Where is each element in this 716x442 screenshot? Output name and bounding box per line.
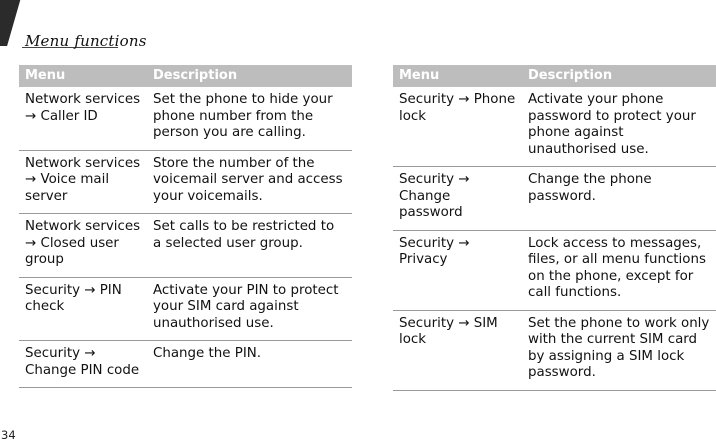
menu-table-right: [393, 65, 716, 391]
menu-table-left: [19, 65, 352, 388]
menu-cell: Network services → Voice mail server: [19, 150, 147, 214]
column-header-description: Description: [522, 65, 716, 87]
menu-cell: Security → PIN check: [19, 277, 147, 341]
table-row: [393, 87, 716, 167]
description-cell: Change the phone password.: [522, 167, 716, 231]
description-cell: Activate your PIN to protect your SIM card against unauthorised use.: [147, 277, 352, 341]
menu-cell: Security → Phone lock: [393, 87, 522, 167]
description-cell: Lock access to messages, files, or all menu functions on the phone, except for call functions.: [522, 230, 716, 310]
description-cell: Set the phone to hide your phone number from the person you are calling.: [147, 87, 352, 150]
menu-cell: Security → Change password: [393, 167, 522, 231]
table-header-row: [19, 65, 352, 87]
table-row: [19, 214, 352, 278]
column-header-menu: Menu: [19, 65, 147, 87]
menu-cell: Network services → Closed user group: [19, 214, 147, 278]
corner-tab-mark: [0, 0, 22, 46]
table-row: [393, 230, 716, 310]
menu-cell: Network services → Caller ID: [19, 87, 147, 150]
table-row: [393, 310, 716, 390]
description-cell: Activate your phone password to protect your phone against unauthorised use.: [522, 87, 716, 167]
menu-cell: Security → Change PIN code: [19, 341, 147, 388]
description-cell: Store the number of the voicemail server and access your voicemails.: [147, 150, 352, 214]
table-row: [393, 167, 716, 231]
column-header-menu: Menu: [393, 65, 522, 87]
description-cell: Change the PIN.: [147, 341, 352, 388]
table-row: [19, 150, 352, 214]
table-header-row: [393, 65, 716, 87]
table-row: [19, 277, 352, 341]
table-row: [19, 87, 352, 150]
column-header-description: Description: [147, 65, 352, 87]
table-row: [19, 341, 352, 388]
menu-cell: Security → Privacy: [393, 230, 522, 310]
menu-cell: Security → SIM lock: [393, 310, 522, 390]
description-cell: Set calls to be restricted to a selected user group.: [147, 214, 352, 278]
page-title: Menu functions: [25, 32, 147, 50]
page-number: 34: [1, 428, 16, 442]
description-cell: Set the phone to work only with the current SIM card by assigning a SIM lock password.: [522, 310, 716, 390]
